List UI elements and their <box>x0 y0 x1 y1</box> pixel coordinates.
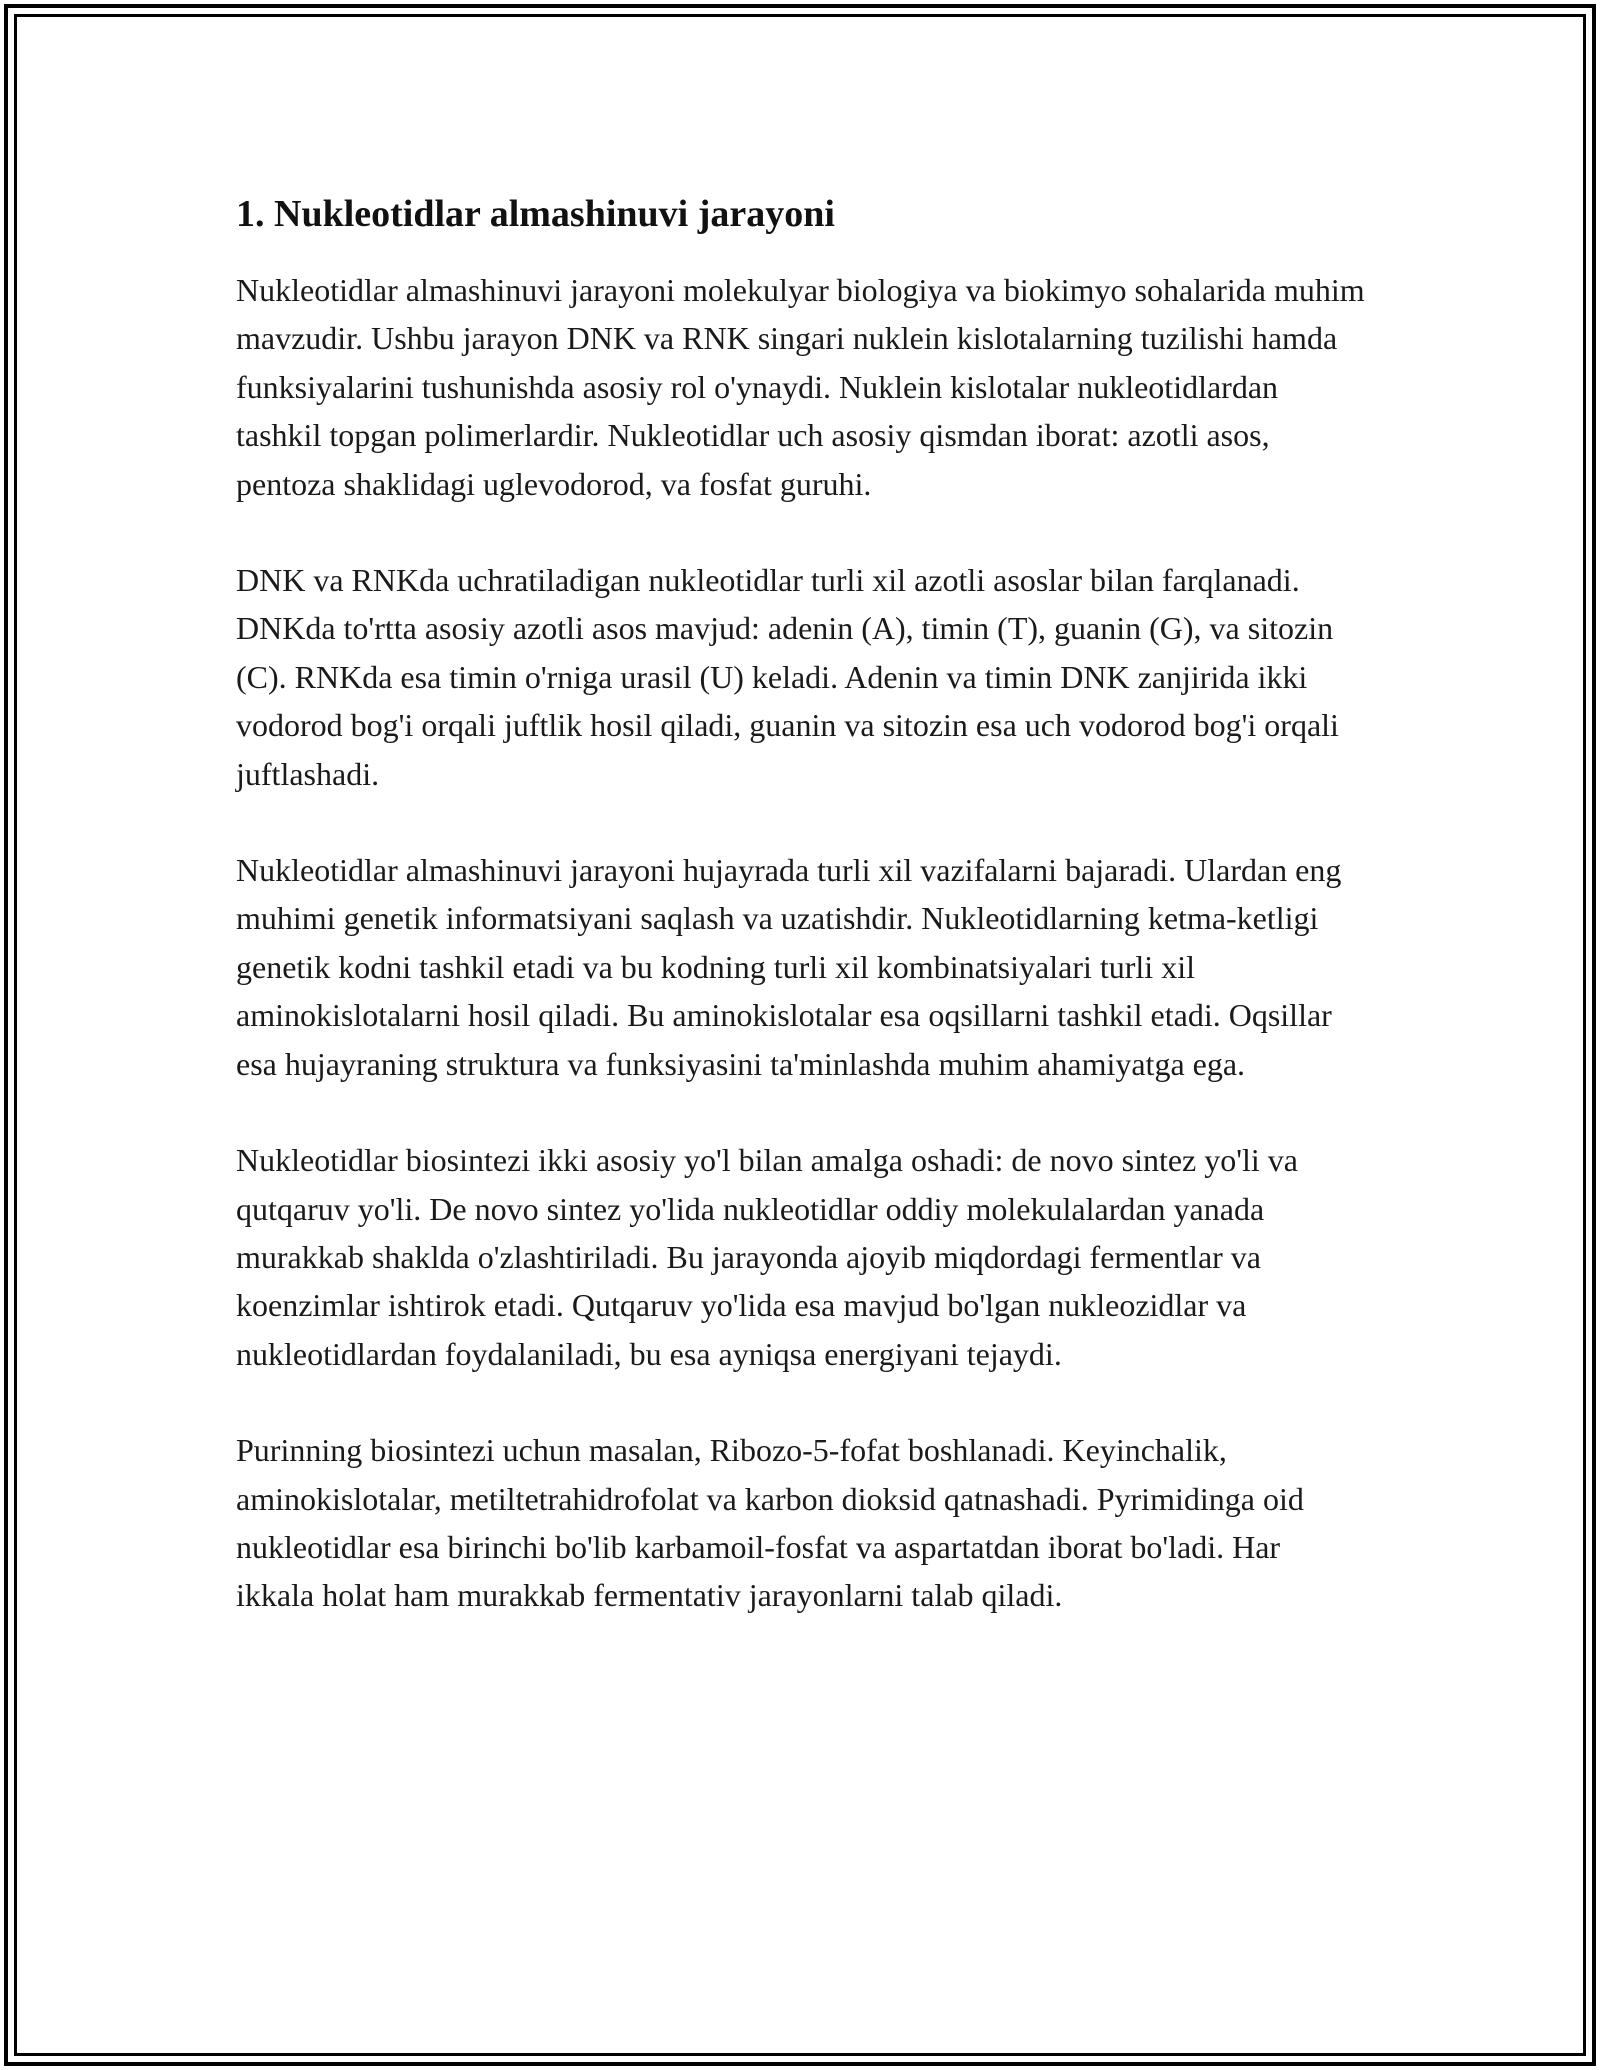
paragraph-3: Nukleotidlar almashinuvi jarayoni hujayrada turli xil vazifalarni bajaradi. Ulardan eng muhimi genetik informatsiyani saqlash va uzatishdir. Nukleotidlarning ketma-ketligi genetik kodni tashkil etadi va bu kodning turli xil kombinatsiyalari turli xil aminokislotalarni hosil qiladi. Bu aminokislotalar esa oqsillarni tashkil etadi. Oqsillar esa hujayraning struktura va funksiyasini ta'minlashda muhim ahamiyatga ega. <box>236 852 1342 1082</box>
document-title: 1. Nukleotidlar almashinuvi jarayoni <box>236 193 835 235</box>
paragraph-2: DNK va RNKda uchratiladigan nukleotidlar turli xil azotli asoslar bilan farqlanadi. DNKda to'rtta asosiy azotli asos mavjud: adenin (A), timin (T), guanin (G), va sitozin (C). RNKda esa timin o'rniga urasil (U) keladi. Adenin va timin DNK zanjirida ikki vodorod bog'i orqali juftlik hosil qiladi, guanin va sitozin esa uch vodorod bog'i orqali juftlashadi. <box>236 562 1339 792</box>
paragraph-4: Nukleotidlar biosintezi ikki asosiy yo'l bilan amalga oshadi: de novo sintez yo'li va qutqaruv yo'li. De novo sintez yo'lida nukleotidlar oddiy molekulalardan yanada murakkab shaklda o'zlashtiriladi. Bu jarayonda ajoyib miqdordagi fermentlar va koenzimlar ishtirok etadi. Qutqaruv yo'lida esa mavjud bo'lgan nukleozidlar va nukleotidlardan foydalaniladi, bu esa ayniqsa energiyani tejaydi. <box>236 1142 1298 1372</box>
document-body <box>236 186 1366 1668</box>
paragraph-1: Nukleotidlar almashinuvi jarayoni molekulyar biologiya va biokimyo sohalarida muhim mavzudir. Ushbu jarayon DNK va RNK singari nuklein kislotalarning tuzilishi hamda funksiyalarini tushunishda asosiy rol o'ynaydi. Nuklein kislotalar nukleotidlardan tashkil topgan polimerlardir. Nukleotidlar uch asosiy qismdan iborat: azotli asos, pentoza shaklidagi uglevodorod, va fosfat guruhi. <box>236 272 1365 502</box>
paragraph-5: Purinning biosintezi uchun masalan, Ribozo-5-fofat boshlanadi. Keyinchalik, aminokislotalar, metiltetrahidrofolat va karbon dioksid qatnashadi. Pyrimidinga oid nukleotidlar esa birinchi bo'lib karbamoil-fosfat va aspartatdan iborat bo'ladi. Har ikkala holat ham murakkab fermentativ jarayonlarni talab qiladi. <box>236 1432 1304 1614</box>
